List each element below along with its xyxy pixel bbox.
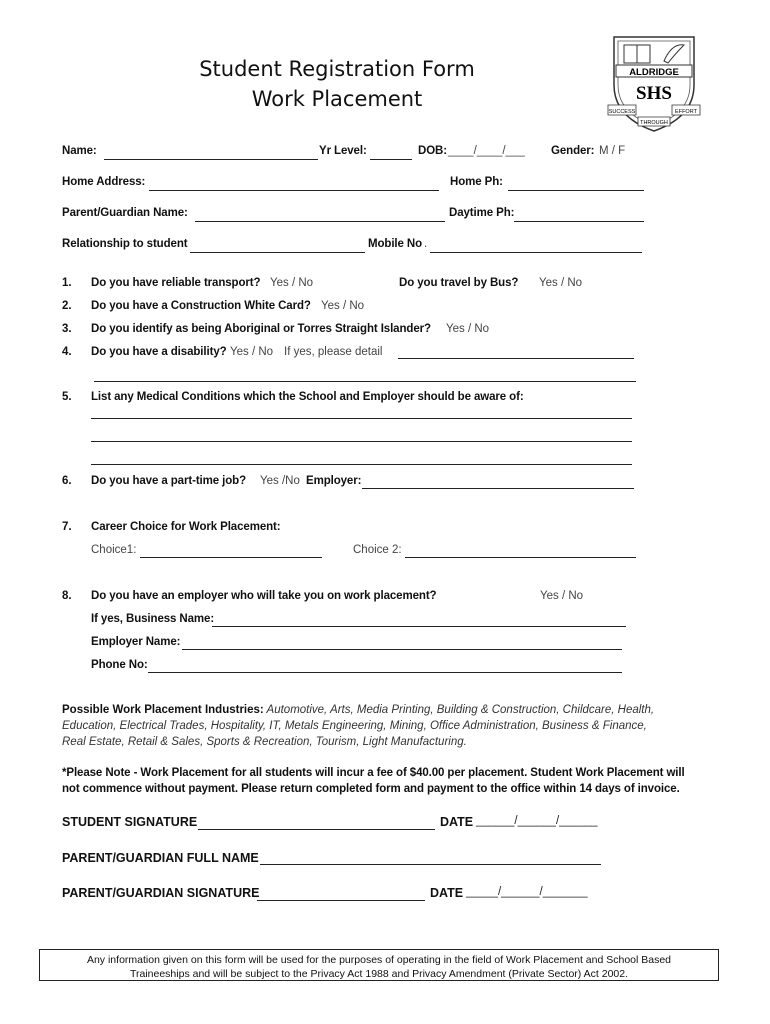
q3-number: 3.: [62, 323, 72, 335]
student-date-label: DATE: [440, 815, 474, 829]
q4-options[interactable]: Yes / No: [230, 346, 274, 358]
home-ph-label: Home Ph:: [450, 176, 503, 188]
parent-signature-field[interactable]: [257, 900, 425, 901]
q2-number: 2.: [62, 300, 72, 312]
industries-line-1: [62, 704, 654, 716]
q1-text: Do you have reliable transport?: [91, 277, 261, 289]
industries-label: Possible Work Placement Industries:: [62, 704, 264, 716]
q2-text: Do you have a Construction White Card?: [91, 300, 311, 312]
q4-detail-field-2[interactable]: [94, 381, 636, 382]
q7-text: Career Choice for Work Placement:: [91, 521, 281, 533]
svg-text:THROUGH: THROUGH: [640, 120, 668, 126]
parent-full-name-field[interactable]: [260, 864, 601, 865]
q4-detail-label: If yes, please detail: [284, 346, 383, 358]
yr-level-label: Yr Level:: [319, 145, 367, 157]
q8-phone-label: Phone No:: [91, 659, 148, 671]
q1b-text: Do you travel by Bus?: [399, 277, 519, 289]
svg-text:ALDRIDGE: ALDRIDGE: [629, 67, 679, 78]
q7-choice1-field[interactable]: [140, 557, 322, 558]
student-signature-label: STUDENT SIGNATURE: [62, 815, 198, 829]
mobile-field[interactable]: [430, 252, 642, 253]
q6-employer-label: Employer:: [306, 475, 362, 487]
fee-note-line-1: *Please Note - Work Placement for all students will incur a fee of $40.00 per placement. Student Work Placement will: [62, 767, 685, 779]
q3-text: Do you identify as being Aboriginal or Torres Straight Islander?: [91, 323, 431, 335]
q5-field-3[interactable]: [91, 464, 632, 465]
q4-text: Do you have a disability?: [91, 346, 227, 358]
q1b-options[interactable]: Yes / No: [539, 277, 583, 289]
privacy-line-2: Traineeships and will be subject to the Privacy Act 1988 and Privacy Amendment (Private Sector) Act 2002.: [129, 968, 629, 980]
q6-options[interactable]: Yes /No: [260, 475, 300, 487]
relationship-label: Relationship to student: [62, 238, 188, 250]
q7-choice1-label: Choice1:: [91, 544, 137, 556]
industries-line-2: Education, Electrical Trades, Hospitality, IT, Metals Engineering, Mining, Office Administration, Business & Finance,: [62, 720, 647, 732]
privacy-footer: [39, 949, 719, 981]
fee-note-line-2: not commence without payment. Please return completed form and payment to the office within 14 days of invoice.: [62, 783, 680, 795]
q8-business-label: If yes, Business Name:: [91, 613, 215, 625]
name-field[interactable]: [104, 159, 318, 160]
name-label: Name:: [62, 145, 97, 157]
yr-level-field[interactable]: [370, 159, 412, 160]
home-address-field[interactable]: [149, 190, 439, 191]
parent-name-label: Parent/Guardian Name:: [62, 207, 188, 219]
q4-number: 4.: [62, 346, 72, 358]
q5-text: List any Medical Conditions which the School and Employer should be aware of:: [91, 391, 524, 403]
industries-text-1: Automotive, Arts, Media Printing, Building & Construction, Childcare, Health,: [266, 704, 655, 716]
home-address-label: Home Address:: [62, 176, 146, 188]
q2-options[interactable]: Yes / No: [321, 300, 365, 312]
form-subtitle: Work Placement: [251, 87, 423, 111]
dob-field[interactable]: ____/____/___: [448, 145, 525, 157]
q5-field-2[interactable]: [91, 441, 632, 442]
q1-number: 1.: [62, 277, 72, 289]
svg-text:SUCCESS: SUCCESS: [608, 109, 636, 115]
parent-name-field[interactable]: [195, 221, 445, 222]
q8-number: 8.: [62, 590, 72, 602]
student-date-field[interactable]: ______/______/______: [476, 815, 598, 827]
q8-employer-label: Employer Name:: [91, 636, 181, 648]
q7-choice2-field[interactable]: [405, 557, 636, 558]
home-ph-field[interactable]: [508, 190, 644, 191]
industries-line-3: Real Estate, Retail & Sales, Sports & Recreation, Tourism, Light Manufacturing.: [62, 736, 467, 748]
daytime-ph-label: Daytime Ph:: [449, 207, 515, 219]
mobile-label: Mobile No: [368, 238, 423, 250]
q3-options[interactable]: Yes / No: [446, 323, 490, 335]
dob-label: DOB:: [418, 145, 447, 157]
parent-signature-label: PARENT/GUARDIAN SIGNATURE: [62, 886, 260, 900]
student-signature-field[interactable]: [198, 829, 435, 830]
parent-date-label: DATE: [430, 886, 464, 900]
q7-number: 7.: [62, 521, 72, 533]
q8-options[interactable]: Yes / No: [540, 590, 584, 602]
q6-text: Do you have a part-time job?: [91, 475, 247, 487]
q6-number: 6.: [62, 475, 72, 487]
svg-text:SHS: SHS: [636, 83, 672, 104]
q7-choice2-label: Choice 2:: [353, 544, 402, 556]
q8-phone-field[interactable]: [148, 672, 622, 673]
q5-field-1[interactable]: [91, 418, 632, 419]
q8-text: Do you have an employer who will take you on work placement?: [91, 590, 437, 602]
q8-business-field[interactable]: [212, 626, 626, 627]
gender-label: Gender:: [551, 145, 595, 157]
q5-number: 5.: [62, 391, 72, 403]
q4-detail-field[interactable]: [398, 358, 634, 359]
svg-text:EFFORT: EFFORT: [675, 109, 697, 115]
gender-options[interactable]: M / F: [599, 145, 626, 157]
parent-full-name-label: PARENT/GUARDIAN FULL NAME: [62, 851, 259, 865]
relationship-field[interactable]: [190, 252, 365, 253]
form-title: Student Registration Form: [199, 57, 475, 81]
mobile-dot: .: [424, 238, 428, 250]
privacy-line-1: Any information given on this form will be used for the purposes of operating in the field of Work Placement and School Based: [86, 954, 672, 966]
q1-options[interactable]: Yes / No: [270, 277, 314, 289]
q8-employer-field[interactable]: [182, 649, 622, 650]
q6-employer-field[interactable]: [362, 488, 634, 489]
parent-date-field[interactable]: _____/______/_______: [466, 886, 588, 898]
school-logo: [606, 33, 702, 133]
daytime-ph-field[interactable]: [514, 221, 644, 222]
